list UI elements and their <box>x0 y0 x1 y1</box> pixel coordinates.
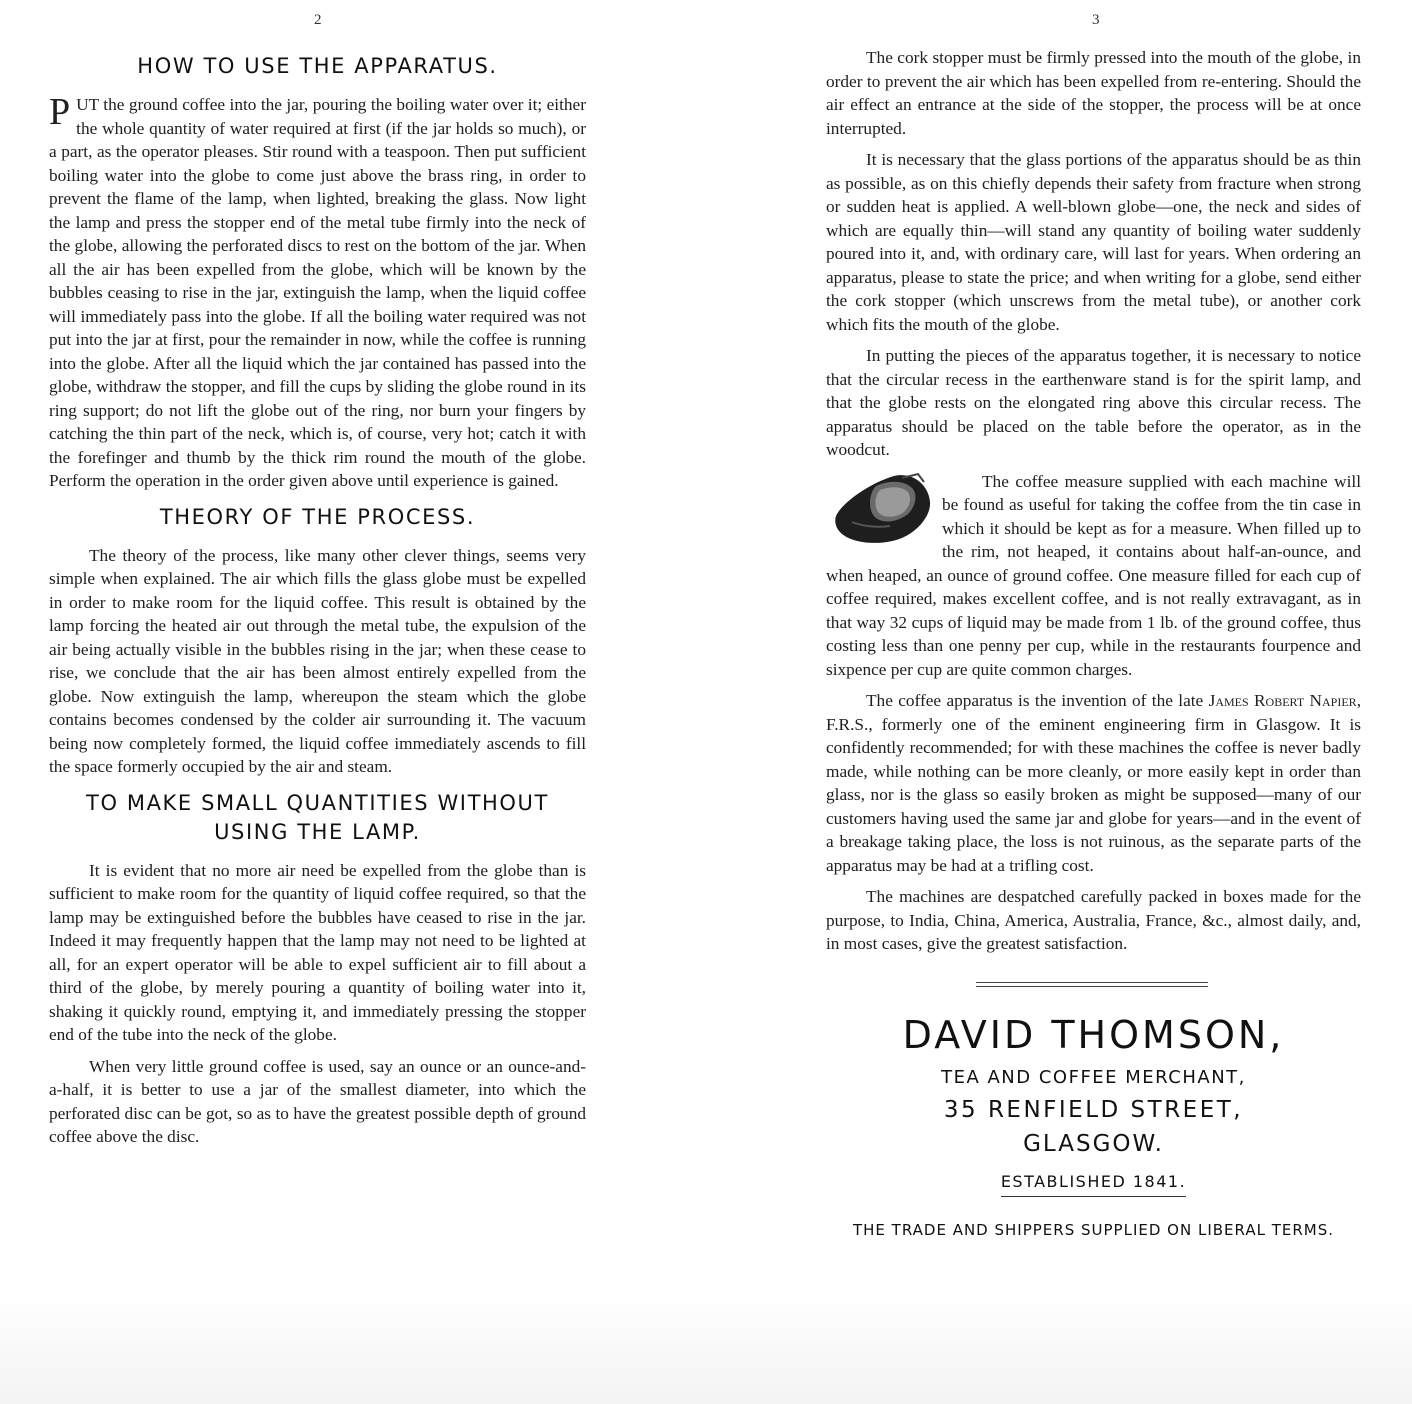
paragraph-how-to-use <box>49 93 586 493</box>
drop-cap: P <box>49 91 71 133</box>
paragraph-shipping: The machines are despatched carefully packed in boxes made for the purpose, to India, China, America, Australia, France, &c., almost daily, and, in most cases, give the greatest satisfaction. <box>826 887 1361 953</box>
heading-small-quantities-line1: TO MAKE SMALL QUANTITIES WITHOUT <box>86 790 549 815</box>
merchant-trade: TEA AND COFFEE MERCHANT, <box>941 1066 1246 1088</box>
merchant-street: 35 RENFIELD STREET, <box>943 1097 1244 1123</box>
coffee-measure-woodcut <box>832 472 932 550</box>
advertisement <box>826 1012 1361 1243</box>
heading-small-quantities <box>49 789 586 847</box>
first-line: UT the ground coffee into the jar, pouring the boiling water <box>76 95 489 114</box>
paragraph-small-quantities-2: When very little ground coffee is used, say an ounce or an ounce-and-a-half, it is better to use a jar of the smallest diameter, into which the perforated disc can be got, so as to have the greatest possible depth of ground coffee above the disc. <box>49 1056 586 1146</box>
paragraph-assembly: In putting the pieces of the apparatus together, it is necessary to notice that the circular recess in the earthenware stand is for the spirit lamp, and that the globe rests on the elongated ring above this circular recess. The apparatus should be placed on the table before the operator, as in the woodcut. <box>826 346 1361 459</box>
double-rule-divider <box>826 980 1361 990</box>
inventor-text-after: , F.R.S., formerly one of the eminent engineering firm in Glasgow. It is confidently recommended; for with these machines the coffee is never badly made, while nothing can be more cleanly, or more easily kept in order than glass, nor is the glass so easily broken as might be supposed—many of our customers having used the same jar and globe for years—and in the event of a breakage taking place, the loss is not ruinous, as the separate parts of the apparatus may be had at a trifling cost. <box>826 691 1362 875</box>
page-number-right: 3 <box>1092 12 1100 28</box>
paragraph-coffee-measure: The coffee measure supplied with each machine will be found as useful for taking the coffee from the tin case in which it should be kept as for a measure. When filled up to the rim, not heaped, it contains about half-an-ounce, and when heaped, an ounce of ground coffee. One measure filled for each cup of coffee required, makes excellent coffee, and is not really extravagant, as in that way 32 cups of liquid may be made from 1 lb. of the ground coffee, thus costing less than one penny per cup, while in the restaurants fourpence and sixpence per cup are quite common charges. <box>826 471 1361 679</box>
merchant-name: DAVID THOMSON, <box>902 1012 1285 1057</box>
paragraph-cork-stopper: The cork stopper must be firmly pressed into the mouth of the globe, in order to prevent the air which has been expelled from re-entering. Should the air effect an entrance at the side of the stopper, the process will be at once interrupted. <box>826 48 1361 138</box>
inventor-name: James Robert Napier <box>1208 691 1357 710</box>
paragraph-small-quantities-1: It is evident that no more air need be expelled from the globe than is sufficient to make room for the quantity of liquid coffee required, so that the lamp may be extinguished before the bubbles have ceased to rise in the jar. Indeed it may frequently happen that the lamp may not need to be lighted at all, for an expert operator will be able to expel sufficient air to fill about a third of the globe, by merely pouring a quantity of boiling water into it, shaking it quickly round, emptying it, and immediately pressing the stopper end of the tube into the neck of the globe. <box>49 860 586 1044</box>
page-number-left: 2 <box>314 12 322 28</box>
heading-how-to-use: HOW TO USE THE APPARATUS. <box>137 54 498 78</box>
page-bottom-shadow <box>0 1294 1412 1404</box>
how-to-use-body: over it; either the whole quantity of water required at first (if the jar holds so much), or a part, as the operator pleases. Stir round with a teaspoon. Then put sufficient boiling water into the globe to come just above the brass ring, in order to prevent the flame of the lamp, when lighted, breaking the glass. Now light the lamp and press the stopper end of the metal tube firmly into the neck of the globe, allowing the perforated discs to rest on the bottom of the jar. When all the air has been expelled from the globe, which will be known by the bubbles ceasing to rise in the jar, extinguish the lamp, when the liquid coffee will immediately pass into the globe. If all the boiling water required was not put into the jar at first, pour the remainder in now, while the coffee is running into the globe. After all the liquid which the jar contained has passed into the globe, withdraw the stopper, and fill the cups by sliding the globe round in its ring support; do not lift the globe out of the ring, nor burn your fingers by catching the thin part of the neck, which is, of course, very hot; catch it with the forefinger and thumb by the thick rim round the mouth of the globe. Perform the operation in the order given above until experience is gained. <box>49 95 586 490</box>
paragraph-inventor <box>826 689 1361 877</box>
established-line: ESTABLISHED 1841. <box>1001 1170 1186 1197</box>
inventor-text-before: The coffee apparatus is the invention of the late <box>866 691 1204 710</box>
paragraph-theory: The theory of the process, like many other clever things, seems very simple when explained. The air which fills the glass globe must be expelled in order to make room for the liquid coffee. This result is obtained by the lamp forcing the heated air out through the metal tube, the expulsion of the air being actually visible in the bubbles rising in the jar; when these cease to rise, we conclude that the air has been almost entirely expelled from the globe. Now extinguish the lamp, whereupon the steam which the globe contains becomes condensed by the colder air surrounding it. The vacuum being now completely formed, the liquid coffee immediately ascends to fill the space formerly occupied by the air and steam. <box>49 545 586 776</box>
heading-small-quantities-line2: USING THE LAMP. <box>214 819 421 844</box>
merchant-city: GLASGOW. <box>1023 1130 1164 1157</box>
right-page <box>826 46 1361 1242</box>
heading-theory: THEORY OF THE PROCESS. <box>159 504 476 529</box>
left-page <box>49 46 586 1157</box>
coffee-measure-section <box>826 470 1361 690</box>
terms-line: THE TRADE AND SHIPPERS SUPPLIED ON LIBERAL TERMS. <box>852 1220 1335 1239</box>
paragraph-glass-portions: It is necessary that the glass portions of the apparatus should be as thin as possible, as on this chiefly depends their safety from fracture when strong or sudden heat is applied. A well-blown globe—one, the neck and sides of which are equally thin—will stand any quantity of boiling water suddenly poured into it, and, with ordinary care, will last for years. When ordering an apparatus, please to state the price; and when writing for a globe, send either the cork stopper (which unscrews from the metal tube), or another cork which fits the mouth of the globe. <box>826 150 1361 334</box>
